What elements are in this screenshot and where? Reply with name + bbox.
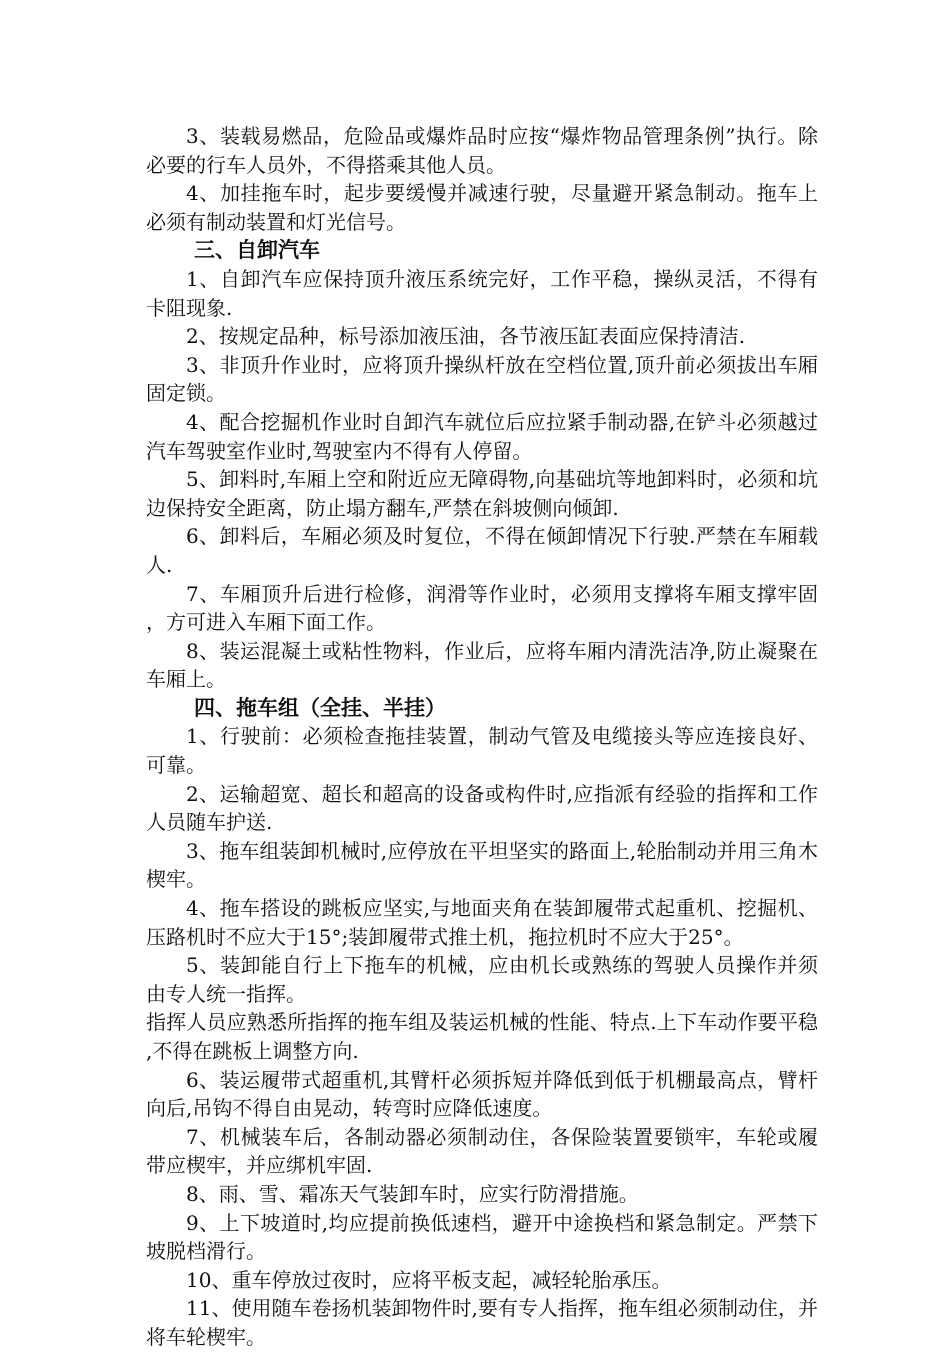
paragraph-4-8: 8、雨、雪、霜冻天气装卸车时，应实行防滑措施。 (186, 1181, 639, 1206)
paragraph-1-4: 4、加挂拖车时，起步要缓慢并减速行驶，尽量避开紧急制动。拖车上必须有制动装置和灯光信号。 (146, 181, 818, 234)
paragraph-4-10: 10、重车停放过夜时，应将平板支起，减轻轮胎承压。 (186, 1267, 672, 1292)
paragraph-4-9: 9、上下坡道时,均应提前换低速档，避开中途换档和紧急制定。严禁下坡脱档滑行。 (146, 1210, 818, 1264)
paragraph-4-5: 5、装卸能自行上下拖车的机械，应由机长或熟练的驾驶人员操作并须由专人统一指挥。 (146, 953, 818, 1006)
paragraph-4-7: 7、机械装车后，各制动器必须制动住，各保险装置要锁牢，车轮或履带应楔牢，并应绑机牢固. (146, 1124, 818, 1178)
document-page (146, 122, 818, 1352)
paragraph-4-5-continued: 指挥人员应熟悉所指挥的拖车组及装运机械的性能、特点.上下车动作要平稳,不得在跳板上调整方向. (146, 1010, 818, 1063)
paragraph-1-3: 3、装载易燃品，危险品或爆炸品时应按“爆炸物品管理条例”执行。除必要的行车人员外，不得搭乘其他人员。 (146, 124, 818, 177)
paragraph-3-1: 1、自卸汽车应保持顶升液压系统完好，工作平稳，操纵灵活，不得有卡阻现象. (146, 266, 818, 320)
paragraph-4-6: 6、装运履带式超重机,其臂杆必须拆短并降低到低于机棚最高点，臂杆向后,吊钩不得自由晃动，转弯时应降低速度。 (146, 1067, 818, 1121)
paragraph-4-2: 2、运输超宽、超长和超高的设备或构件时,应指派有经验的指挥和工作人员随车护送. (146, 781, 818, 835)
paragraph-3-5: 5、卸料时,车厢上空和附近应无障碍物,向基础坑等地卸料时，必须和坑边保持安全距离，防止塌方翻车,严禁在斜坡侧向倾卸. (146, 467, 818, 520)
paragraph-4-1: 1、行驶前：必须检查拖挂装置，制动气管及电缆接头等应连接良好、可靠。 (146, 724, 818, 778)
paragraph-3-6: 6、卸料后，车厢必须及时复位，不得在倾卸情况下行驶.严禁在车厢载人. (146, 524, 818, 577)
paragraph-3-4: 4、配合挖掘机作业时自卸汽车就位后应拉紧手制动器,在铲斗必须越过汽车驾驶室作业时,驾驶室内不得有人停留。 (146, 409, 818, 463)
section-heading-4: 四、拖车组（全挂、半挂） (194, 694, 446, 720)
paragraph-3-2: 2、按规定品种，标号添加液压油，各节液压缸表面应保持清洁. (186, 324, 746, 349)
section-heading-3: 三、自卸汽车 (194, 237, 320, 263)
paragraph-3-7: 7、车厢顶升后进行检修，润滑等作业时，必须用支撑将车厢支撑牢固，方可进入车厢下面工作。 (146, 581, 818, 635)
paragraph-4-3: 3、拖车组装卸机械时,应停放在平坦坚实的路面上,轮胎制动并用三角木楔牢。 (146, 838, 818, 892)
paragraph-3-3: 3、非顶升作业时，应将顶升操纵杆放在空档位置,顶升前必须拔出车厢固定锁。 (146, 352, 818, 406)
paragraph-4-4: 4、拖车搭设的跳板应坚实,与地面夹角在装卸履带式起重机、挖掘机、压路机时不应大于15°;装卸履带式推土机，拖拉机时不应大于25°。 (146, 896, 818, 949)
paragraph-4-11: 11、使用随车卷扬机装卸物件时,要有专人指挥，拖车组必须制动住，并将车轮楔牢。 (146, 1296, 818, 1349)
paragraph-3-8: 8、装运混凝土或粘性物料，作业后，应将车厢内清洗洁净,防止凝聚在车厢上。 (146, 638, 818, 692)
